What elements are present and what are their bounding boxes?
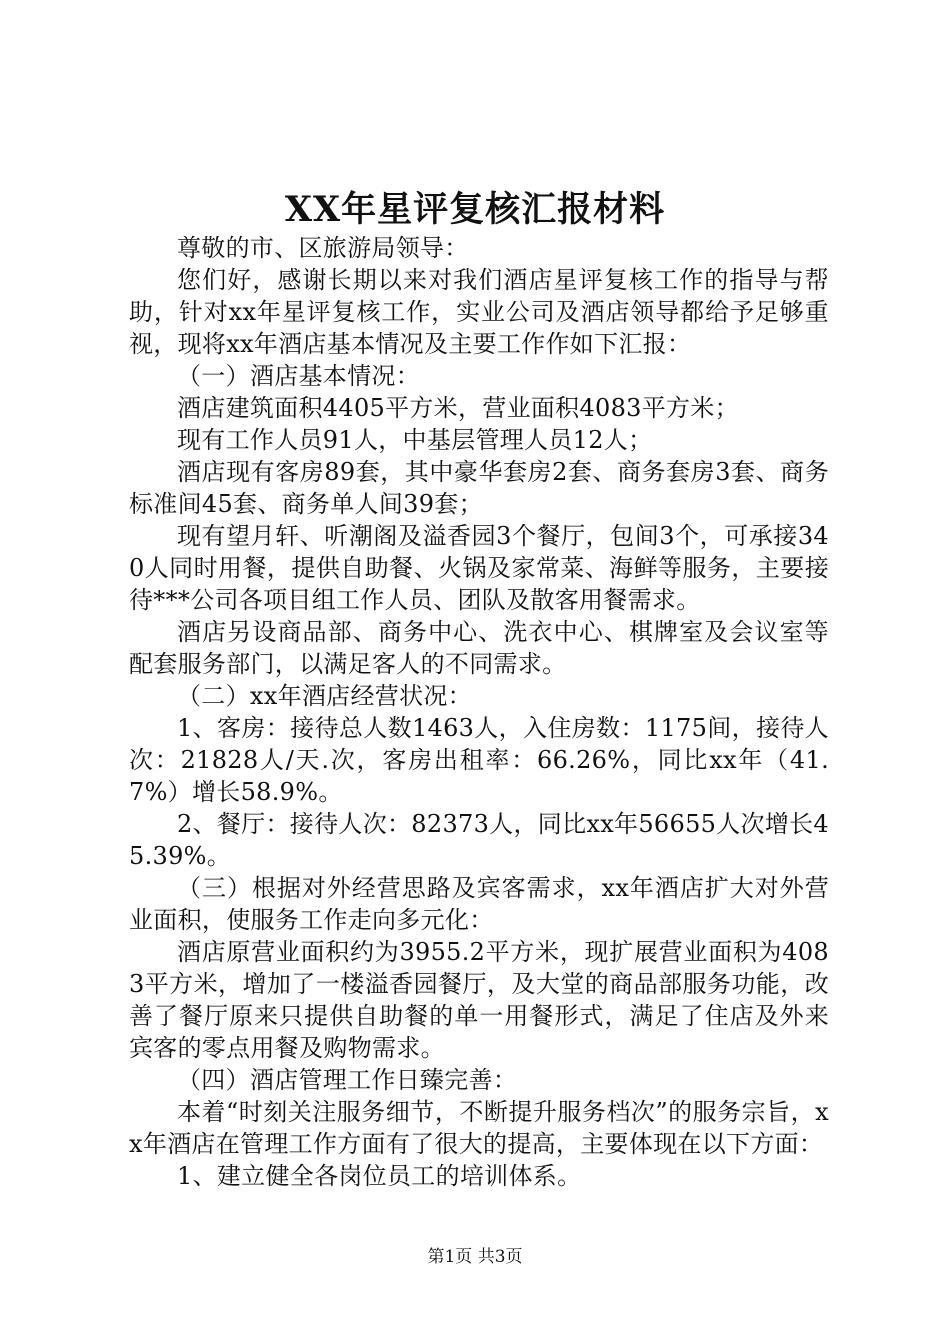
document-body xyxy=(129,232,829,1192)
paragraph-management: 本着“时刻关注服务细节，不断提升服务档次”的服务宗旨，xx年酒店在管理工作方面有了很大的提高，主要体现在以下方面： xyxy=(129,1098,829,1158)
paragraph-restaurants: 现有望月轩、听潮阁及溢香园3个餐厅，包间3个，可承接340人同时用餐，提供自助餐、火锅及家常菜、海鲜等服务，主要接待***公司各项目组工作人员、团队及散客用餐需求。 xyxy=(129,522,829,614)
section-heading-2: （二）xx年酒店经营状况： xyxy=(177,682,472,710)
paragraph-facilities: 酒店另设商品部、商务中心、洗衣中心、棋牌室及会议室等配套服务部门，以满足客人的不同需求。 xyxy=(129,618,829,678)
paragraph-expansion: 酒店原营业面积约为3955.2平方米，现扩展营业面积为4083平方米，增加了一楼溢香园餐厅，及大堂的商品部服务功能，改善了餐厅原来只提供自助餐的单一用餐形式，满足了住店及外来宾客的零点用餐及购物需求。 xyxy=(129,938,829,1062)
section-heading-1: （一）酒店基本情况： xyxy=(177,362,420,390)
paragraph-staff: 现有工作人员91人，中基层管理人员12人； xyxy=(177,426,653,454)
paragraph-training: 1、建立健全各岗位员工的培训体系。 xyxy=(177,1162,582,1190)
document-title: XX年星评复核汇报材料 xyxy=(284,189,666,230)
section-heading-3: （三）根据对外经营思路及宾客需求，xx年酒店扩大对外营业面积，使服务工作走向多元化： xyxy=(129,874,829,934)
paragraph-dining-stats: 2、餐厅：接待人次：82373人，同比xx年56655人次增长45.39%。 xyxy=(129,810,829,870)
paragraph-rooms-stats: 1、客房：接待总人数1463人，入住房数：1175间，接待人次：21828人/天.次，客房出租率：66.26%，同比xx年（41.7%）增长58.9%。 xyxy=(129,714,829,806)
section-heading-4: （四）酒店管理工作日臻完善： xyxy=(177,1066,518,1094)
paragraph-greeting: 您们好，感谢长期以来对我们酒店星评复核工作的指导与帮助，针对xx年星评复核工作，实业公司及酒店领导都给予足够重视，现将xx年酒店基本情况及主要工作作如下汇报： xyxy=(129,266,829,358)
page-footer: 第1页 共3页 xyxy=(427,1247,523,1267)
paragraph-rooms: 酒店现有客房89套，其中豪华套房2套、商务套房3套、商务标准间45套、商务单人间39套； xyxy=(129,458,829,518)
paragraph-salutation: 尊敬的市、区旅游局领导： xyxy=(177,234,469,262)
paragraph-area: 酒店建筑面积4405平方米，营业面积4083平方米； xyxy=(177,394,739,422)
